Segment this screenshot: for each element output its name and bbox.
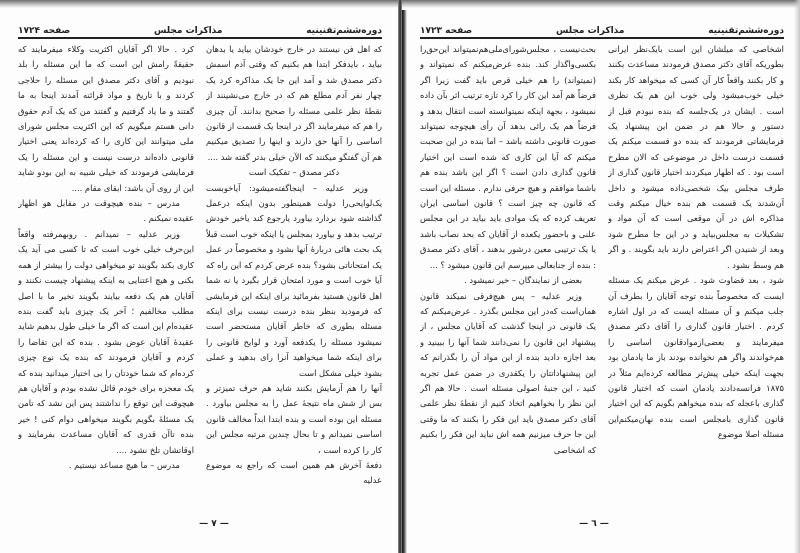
speaker-line: بعضی از نمایندگان – خیر نمیشود .: [464, 275, 582, 286]
right-page-binding-edge: [402, 10, 407, 553]
paragraph: شود ، بعد قضاوت شود . عرض میکنم یک مسئله ایست که مخصوصاً بنده توجه آقایان را بطرف آن جلب میکنم و آن مسئله ایست که در اول اشاره کردم . اختیار قانون گذاری را آقای دکتر مصدق میفرمایند و بعضی‌از‌موادقانون اساسی را هم‌خواندند واگر هم نخوانده بودند باز ما یادمان بود بجهت اینکه خیلی پیش‌تر مطالعه کرده‌ایم مثلاً در ۱۸۷۵ فرانسه‌دادند یادمان است که اختیار قانون گذاری باعجله که بنده میخواهم بگویم که این اختیار قانون گذاری با‌مجلس است بنده نهان‌میکنم‌این مسئله اصلا موضوع: [608, 275, 784, 440]
paragraph: بحث‌نیست ، مجلس‌شورای‌ملی‌هم‌نمیتواند این‌حق‌را بکسی‌واگذار کند. بنده عرض‌میکنم که نمیتواند و (نمیتواند) را هم خیلی قرص باید گفت زیرا اگر فرضاً هم آمد این کار را کرد تازه ترتیب اثر بآن داده نمیشود ، بجهة اینکه نمیتوانسته است انتقال بدهد و فرضاً هم یک رائی بدهد آن رأی هیچوجه نمیتواند صورت قانونی داشته باشد – اما بنده در این صحبت میکنم که آیا این کاری که شده است این اختیار قانون گذاری دادن است ؟ اگر این باشد بنده هم باشما موافقم و هیچ حرفی ندارم . مسئله این است که قانون چه چیز است ؟ قانون اساسی ایران تعریف کرده که یک موادی باید بیاید در این مجلس علنی و باحضور یکعده از آقایان که بحد نصاب باشد یا یک ترتیبی معین درشور بدهند ، آقای دکتر مصدق : بنده از جنابعالی میپرسم این قانون میشود ؟ ...: [420, 44, 596, 270]
left-page-header: [18, 20, 382, 36]
right-page-footer-marker: — ٦ —: [579, 519, 609, 529]
left-page-right-column: [206, 42, 382, 513]
left-page-left-column: [18, 42, 194, 513]
right-page-header: [420, 20, 784, 36]
right-page-columns: [420, 42, 784, 513]
right-header-rule: [420, 37, 784, 39]
paragraph: که اهل فن نیستند در خارج خودشان بیاید یا بدهان بیاید ، بایدفکر ابتدا هم بکنیم که وقتی آدم اسمش دکتر مصدق شد و آمد این جا یک مذاکره کرد یک چهار نفر آدم مطلع هم که در خارج می‌نشینند از نقطهٔ نظر علمی مسئله را صحیح بدانند. آن چیزی را هم که میفرمایند اگر در اینجا یک قسمت از قانون اساسی را آنها حق دارند و اینها را تصدیق میکنیم هم آن گفتگو میکنند که الآن خیلی بدتر گفته شد ....: [206, 44, 382, 162]
left-page-columns: [18, 42, 382, 513]
paragraph: دفعهٔ آخرش هم همین است که راجع به موضوع عدلیه: [206, 459, 382, 486]
right-header-session: دوره‌ششم‌تقنینیه: [708, 26, 784, 36]
speaker-line: مدرس – بنده هیچوقت در مقابل هو اظهار عقیده نمیکنم .: [18, 198, 194, 224]
speaker-line: مدرس – ما هیچ مساعد نیستیم .: [68, 459, 180, 470]
paragraph: وزیر عدلیه – اینجاگفته‌میشود: آیاخوبست یک‌لوایحی‌را دولت همینطور بدون اینکه درعمل گذاشته شود بردارد بیاورد یا‌رجوع کند یاخیر خودش ترتیب بدهد و بیاورد بمجلس یا اینکه خوب است قبلاً یک بحث هائی دربارهٔ آنها بشود و مخصوصاً در عمل یک امتحاناتی بشود؟ بنده عرض کردم که این راه که آیا خوب است و مورد امتحان قرار بگیرد یا نه شما اهل قانون هستید بفرمائید برای اینکه این فرمایشی که فرمودید بنظر بنده درست نیست برای اینکه مسئله بطوری که خاطر آقایان مستحضر است نمیشود مسئله را یکدفعه آورد و لوایح قانونی را برای اینکه شما میخواهید آنرا رای بدهید و عملی بشود خیلی مشکل است: [206, 182, 382, 378]
left-header-page-number: صفحه ۱۷۲۴: [18, 26, 71, 36]
left-header-title: مذاکرات مجلس: [154, 26, 223, 36]
right-header-page-number: صفحه ۱۷۲۳: [420, 26, 473, 36]
paragraph: آنها را هم آزمایش بکنند شاید هم حرف تمیزتر و بس از شش ماه نتیجهٔ عمل را به مجلس بیاورد . مسئله این بوده است و بنده ابتدا ابداً مخالف قانون اساسی نمیدانم و تا بحال چندین مرتبه مجلس این کار را کرده است ،: [206, 382, 382, 455]
speaker-line: دکتر مصدق – تفکیک است: [248, 167, 340, 178]
right-page-right-column: [608, 42, 784, 513]
right-page: [412, 0, 792, 553]
right-page-left-column: [420, 42, 596, 513]
left-header-session: دوره‌ششم‌تقنینیه: [306, 26, 382, 36]
right-header-title: مذاکرات مجلس: [556, 26, 625, 36]
paragraph: کرد . حالا اگر آقایان اکثریت وکلاء میفرمایند که حقیقةً رامش این است که ما این مسئله را بلد نبودیم و آقای دکتر مصدق این مسئله را حلاجی کردند و با تاریخ و مواد قرائنه آمدند اینجا به ما گفتند و ما یاد گرفتیم و گفتند من که یک آدم حقوق دانی هستم میگویم که این اکثریت مجلس شورای ملی میتوانند این کاری را که کرده‌اند یعنی اختیار قانونی داده‌اند درست نیست و این مسئله را یک فرمایشی فرمودند که خیلی شبیه به این بودو شاید این از روی آن باشد: ابقای مقام ....: [18, 44, 194, 193]
left-page-footer-marker: — ۷ —: [199, 519, 229, 529]
left-page: [10, 0, 390, 553]
paragraph: وزیر عدلیه – نمیدانم . روبهمرفته واقعاً این‌حرف خیلی خوب است که تا کسی می آید یک کاری بکند بگویند تو میخواهی دولت را بیشتر از همه بکنی و هیچ اعتنایی به اینکه پیشنهاد چیست نکنند و آقایان هم یک دفعه بیایند بگویند نخیر ما با اصل مطلب مخالفیم ؛ آخر یک چیزی باید گفت بنده عقیده‌ام این است که اگر ما خیلی طول بدهیم شاید عقیدهٔ آقایان عوض بشود . بنده که این تقاضا را کردم و آقایان فرمودند که بنده یک نوع چیزی کرده‌ام که شما خودتان را بی اختیار میدانید بنده که یک معجزه برای خودم قائل نشده بودم و آقایان هم هیچوقت این توقع را نداشتند پس این نشد که تامن یک مسئلهٔ بگویم بگویند میخواهی دوام کنی ! خیر بنده تاآن قدری که آقایان مساعدت بفرمایند و اوقاتشان تلخ نشود ....: [18, 228, 194, 455]
left-header-rule: [18, 37, 382, 39]
scan-right-edge-shadow: [794, 0, 800, 553]
paragraph: اشخاصی که میلشان این است بایک‌نظر ایرانی بطوریکه آقای دکتر مصدق فرمودند مساعدت بکنند و کار بکنند واقعاً کار آن کسی که میخواهد کار بکند خیلی خوب‌میشود ولی خوب این هم یک نظری است . ایشان در یک‌جلسه که بنده نبودم قبل از دستور و حالا هم در ضمن این پیشنهاد یک فرمایشاتی فرمودند که بنده دو قسمت میکنم یک قسمت درست داخل در موضوعی که الان مطرح است بود . که اظهار میکردند اختیار قانون گذاری از طرف مجلس بیک شخصی‌داده میشود و داخل آن‌شدند یک قسمت هم بنده خیال میکنم وقت مذاکره اش در آن موقعی است که آن مواد و تشکیلات به مجلس‌بیاید و در این جا مطرح شود وبعد از شنیدن اگر اعتراض دارند باید بگویند . و اگر هم وسط بشود .: [608, 44, 784, 270]
paragraph: وزیر عدلیه – پس هیچ‌فرقی نمیکند قانون همان‌است که‌در این مجلس بگذرد . عرض‌میکنم که یک قانونی در اینجا گذشت که آقایان مجلس ، از پیشنهاد این قانون را نمی‌دانند شما آنها را ببینید و بعد اجازه دادید بنده از این مواد آن را بگذرانم که این پیشنهاداتتان را یکقدری در ضمن عمل تجربه کنید ، این جنبهٔ اصولی مسئله است . حالا هم اگر این نظر را بخواهیم اتخاذ کنیم از نقطهٔ نظر علمی آقای دکتر مصدق باید این فکر را بکنند که ما وقتی این جا حرف میزنیم همه اش نباید این فکر را بکنیم که اشخاصی: [420, 290, 596, 455]
